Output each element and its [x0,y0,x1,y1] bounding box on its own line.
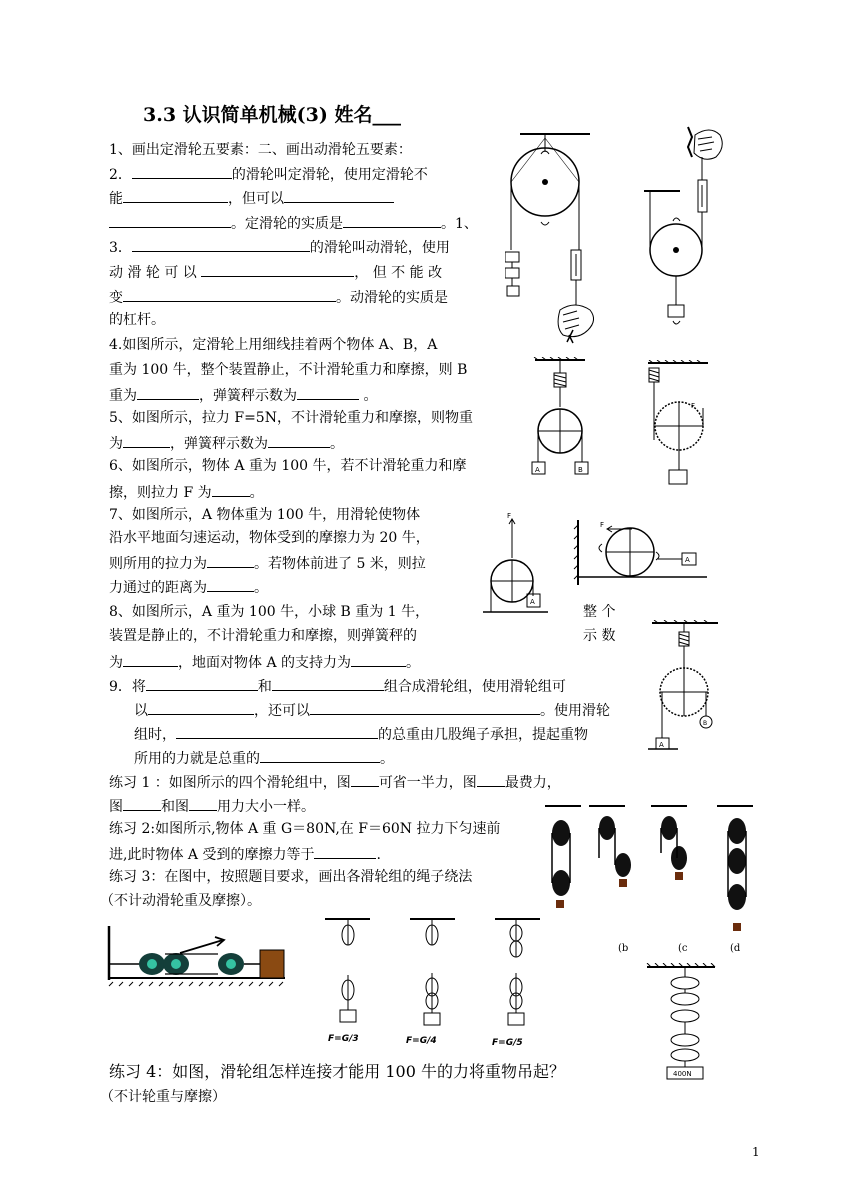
practice-4-line-1: 练习 4：如图，滑轮组怎样连接才能用 100 牛的力将重物吊起？ [109,1062,565,1081]
label-a3: A [685,556,690,564]
label-c-fig: (c [678,943,688,953]
practice-2-line-2: 进,此时物体 A 受到的摩擦力等于 . [109,843,381,865]
page-title: 3.3 认识简单机械(3) 姓名___ [143,104,401,126]
label-a2: A [530,598,535,606]
q8-line-2: 装置是静止的，不计滑轮重力和摩擦，则弹簧秤的 [109,628,417,644]
label-f3: F [600,521,605,529]
q7-line-2: 沿水平地面匀速运动，物体受到的摩擦力为 20 牛， [109,530,430,546]
line-3: 能 ，但可以 [109,187,394,209]
figure-practice2-horizontal [105,920,290,988]
figure-q5-pulley [643,360,718,490]
q7-line-1: 7、如图所示，A 物体重为 100 牛，用滑轮使物体 [109,507,421,523]
label-b2: B [703,720,708,727]
line-7: 变 。动滑轮的实质是 [109,286,448,308]
figure-q4-pulley [530,357,595,482]
label-f2: F [507,512,512,520]
line-8: 的杠杆。 [109,312,165,328]
label-fg5: F=G/5 [492,1038,523,1048]
label-fg3: F=G/3 [328,1034,359,1044]
label-a: A [535,466,540,474]
figure-q7-pulley [572,515,712,590]
q8-line-2-right: 示 数 [583,628,616,644]
figure-q6-pulley [483,506,553,618]
q9-line-2: 以 ，还可以 。使用滑轮 [134,699,610,721]
q8-line-1: 8、如图所示，A 重为 100 牛，小球 B 重为 1 牛， [109,604,430,620]
q7-line-4: 力通过的距离为 。 [109,576,268,598]
practice-1-line-2: 图 和图 用力大小一样。 [109,795,315,817]
practice-1-line-1: 练习 1 ：如图所示的四个滑轮组中，图 可省一半力，图 最费力， [109,771,561,793]
q5-line-2: 为 ，弹簧秤示数为 。 [109,432,344,454]
practice-3-line-1: 练习 3：在图中，按照题目要求，画出各滑轮组的绳子绕法 [109,869,473,885]
q4-line-3: 重为 ，弹簧秤示数为 。 [109,384,377,406]
figure-practice3-pulleys [320,915,560,1050]
q8-line-3: 为 ，地面对物体 A 的支持力为 。 [109,651,420,673]
label-400n: 400N [673,1070,692,1078]
figure-practice1-pulley-systems [543,803,758,953]
q9-line-3: 组时， 的总重由几股绳子承担，提起重物 [134,723,588,745]
figure-fixed-pulley-hands [505,130,605,345]
label-b: B [578,466,583,474]
figure-practice4-pulley [645,963,720,1083]
label-a4: A [659,741,664,749]
line-6: 动 滑 轮 可 以 ， 但 不 能 改 [109,261,442,283]
q7-line-3: 则所用的拉力为 。若物体前进了 5 米，则拉 [109,552,426,574]
q9-line-4: 所用的力就是总重的 。 [134,747,394,769]
q6-line-1: 6、如图所示，物体 A 重为 100 牛，若不计滑轮重力和摩 [109,458,467,474]
label-fg4: F=G/4 [406,1036,437,1046]
practice-4-line-2: （不计轮重与摩擦） [100,1089,226,1105]
practice-2-line-1: 练习 2:如图所示,物体 A 重 G＝80N,在 F＝60N 拉力下匀速前 [109,821,501,837]
line-2: 2． 的滑轮叫定滑轮，使用定滑轮不 [109,163,428,185]
line-1: 1、画出定滑轮五要素：二、画出动滑轮五要素： [109,142,412,158]
page-number: 1 [752,1145,760,1159]
label-b-fig: (b [618,943,629,953]
figure-moving-pulley-hand [640,125,730,340]
q5-line-1: 5、如图所示，拉力 F=5N，不计滑轮重力和摩擦，则物重 [109,410,473,426]
line-5: 3． 的滑轮叫动滑轮，使用 [109,236,450,258]
q4-line-1: 4.如图所示，定滑轮上用细线挂着两个物体 A、B，A [109,337,438,353]
label-f: F [691,402,696,410]
label-d-fig: (d [730,943,741,953]
practice-3-line-2: （不计动滑轮重及摩擦）。 [100,893,261,909]
q6-line-2: 擦，则拉力 F 为 。 [109,481,264,503]
q9-line-1: 9．将 和 组合成滑轮组，使用滑轮组可 [109,675,566,697]
q4-line-2: 重为 100 牛，整个装置静止，不计滑轮重力和摩擦，则 B [109,362,468,378]
line-4: 。定滑轮的实质是 。1、 [109,212,478,234]
figure-q8-pulley [648,620,723,755]
q8-line-1-right: 整 个 [583,604,616,620]
